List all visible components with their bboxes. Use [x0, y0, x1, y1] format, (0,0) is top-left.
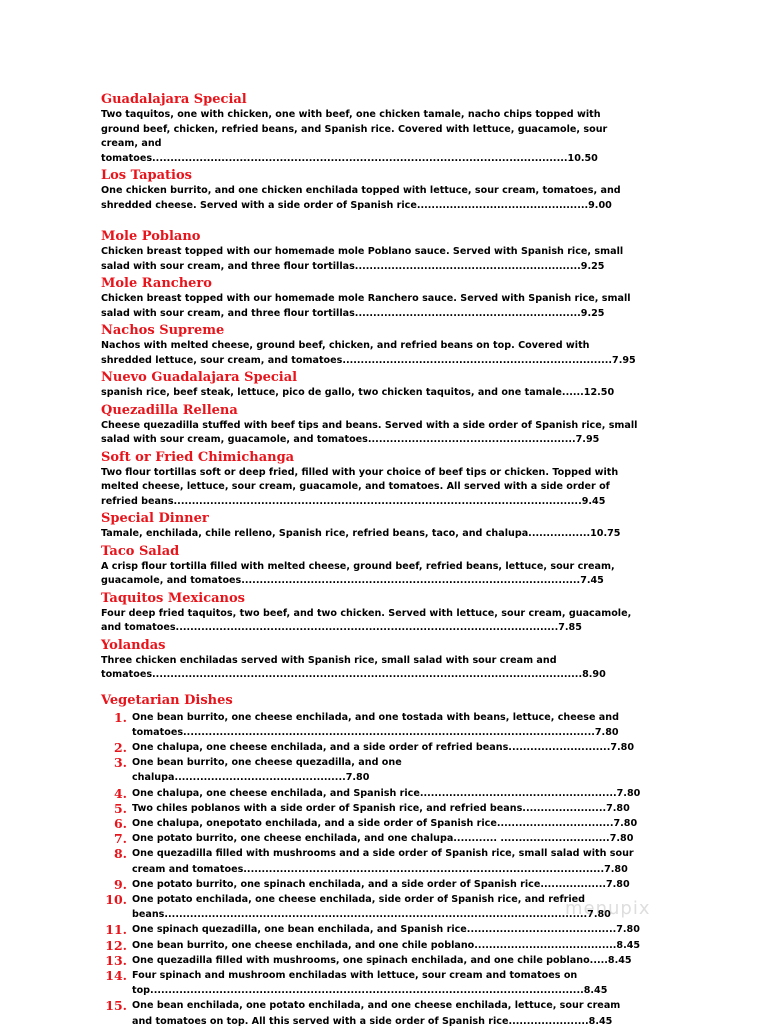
item-number: 10.: [105, 891, 127, 907]
item-description: Chicken breast topped with our homemade mole Poblano sauce. Served with Spanish rice, small salad with sour cream, and three flour tortillas..............................................................9.25: [101, 246, 624, 272]
item-description: Tamale, enchilada, chile relleno, Spanish rice, refried beans, taco, and chalupa.................10.75: [101, 528, 621, 539]
item-description: One quezadilla filled with mushrooms and a side order of Spanish rice, small salad with sour cream and tomatoes...................................................................................................7.80: [132, 848, 634, 875]
item-number: 11.: [105, 922, 127, 938]
item-title: Taquitos Mexicanos: [101, 590, 245, 606]
item-number: 9.: [113, 876, 127, 892]
item-description: One bean burrito, one cheese enchilada, and one tostada with beans, lettuce, cheese and tomatoes.................................................................................................................7.80: [132, 711, 619, 738]
list-item: [101, 938, 641, 953]
menu-item: [101, 370, 641, 401]
item-number: 12.: [105, 937, 127, 953]
menu-item: [101, 276, 641, 321]
item-description: Two chiles poblanos with a side order of Spanish rice, and refried beans.......................7.80: [132, 802, 630, 814]
menu-item: [101, 168, 641, 213]
item-description: One bean burrito, one cheese quezadilla, and one chalupa...............................................7.80: [132, 757, 402, 784]
item-description: A crisp flour tortilla filled with melted cheese, ground beef, refried beans, lettuce, sour cream, guacamole, and tomatoes.............................................................................................7.45: [101, 560, 615, 586]
item-description: One potato burrito, one cheese enchilada, and one chalupa............ ..............................7.80: [132, 833, 634, 845]
item-number: 15.: [105, 998, 127, 1014]
item-description: Chicken breast topped with our homemade mole Ranchero sauce. Served with Spanish rice, small salad with sour cream, and three flour tortillas..............................................................9.25: [101, 293, 631, 319]
item-description: Cheese quezadilla stuffed with beef tips and beans. Served with a side order of Spanish rice, small salad with sour cream, guacamole, and tomatoes.........................................................7.95: [101, 419, 638, 445]
menu-item: [101, 638, 641, 683]
menu-group-2: [101, 229, 641, 683]
item-number: 1.: [113, 709, 127, 725]
list-item: [101, 846, 641, 876]
item-description: One potato burrito, one spinach enchilada, and a side order of Spanish rice..................7.80: [132, 878, 630, 890]
item-description: One bean enchilada, one potato enchilada, and one cheese enchilada, lettuce, sour cream and tomatoes on top. All this served with a side order of Spanish rice......................8.45: [132, 1000, 621, 1027]
vegetarian-section-title: Vegetarian Dishes: [101, 692, 233, 708]
item-description: One chalupa, one cheese enchilada, and a side order of refried beans............................7.80: [132, 741, 635, 753]
item-number: 8.: [113, 846, 127, 862]
item-title: Guadalajara Special: [101, 92, 247, 107]
item-title: Special Dinner: [101, 511, 209, 526]
menu-item: [101, 229, 641, 274]
item-description: One spinach quezadilla, one bean enchilada, and Spanish rice.........................................7.80: [132, 924, 640, 936]
list-item: [101, 755, 641, 785]
item-title: Los Tapatios: [101, 168, 192, 183]
item-title: Yolandas: [101, 637, 166, 653]
list-item: [101, 710, 641, 740]
list-item: [101, 892, 641, 922]
list-item: [101, 831, 641, 846]
item-number: 13.: [105, 952, 127, 968]
item-number: 7.: [113, 831, 127, 847]
item-number: 5.: [113, 800, 127, 816]
item-title: Soft or Fried Chimichanga: [101, 449, 295, 465]
menu-item: [101, 92, 641, 166]
item-description: One chicken burrito, and one chicken enchilada topped with lettuce, sour cream, tomatoes, and shredded cheese. Served with a side order of Spanish rice...............................................9.00: [101, 185, 621, 211]
item-number: 14.: [105, 967, 127, 983]
menu-column: [101, 90, 641, 1029]
section-gap: [101, 213, 641, 227]
menu-item: [101, 450, 641, 510]
item-title: Taco Salad: [101, 543, 180, 559]
menu-item: [101, 511, 641, 542]
item-description: Four deep fried taquitos, two beef, and two chicken. Served with lettuce, sour cream, guacamole, and tomatoes.........................................................................................................7.85: [101, 607, 632, 633]
list-item: [101, 922, 641, 937]
item-description: Nachos with melted cheese, ground beef, chicken, and refried beans on top. Covered with shredded lettuce, sour cream, and tomatoes..........................................................................7.95: [101, 340, 636, 366]
item-description: One potato enchilada, one cheese enchilada, side order of Spanish rice, and refried beans....................................................................................................................7.80: [132, 893, 611, 921]
menu-item: [101, 544, 641, 589]
list-item: [101, 740, 641, 755]
item-description: Two flour tortillas soft or deep fried, filled with your choice of beef tips or chicken. Topped with melted cheese, lettuce, sour cream, guacamole, and tomatoes. All served with a side order of refried beans................................................................................................................9.45: [101, 466, 619, 507]
item-title: Quezadilla Rellena: [101, 402, 238, 418]
list-item: [101, 998, 641, 1028]
list-item: [101, 816, 641, 831]
list-item: [101, 786, 641, 801]
item-description: One bean burrito, one cheese enchilada, and one chile poblano.......................................8.45: [132, 939, 641, 951]
item-description: Two taquitos, one with chicken, one with beef, one chicken tamale, nacho chips topped with ground beef, chicken, refried beans, and Spanish rice. Covered with lettuce, guacamole, sour cream, and tomatoes..................................................................................................................10.50: [101, 109, 608, 164]
list-item: [101, 877, 641, 892]
item-title: Nachos Supreme: [101, 323, 225, 338]
item-description: One quezadilla filled with mushrooms, one spinach enchilada, and one chile poblano.....8.45: [132, 954, 632, 966]
item-description: Three chicken enchiladas served with Spanish rice, small salad with sour cream and tomatoes......................................................................................................................8.90: [101, 654, 606, 680]
item-number: 3.: [113, 755, 127, 771]
list-item: [101, 953, 641, 968]
item-number: 2.: [113, 739, 127, 755]
menu-item: [101, 323, 641, 368]
menu-group-1: [101, 92, 641, 213]
item-title: Mole Poblano: [101, 229, 201, 244]
item-description: One chalupa, onepotato enchilada, and a side order of Spanish rice................................7.80: [132, 817, 638, 829]
item-number: 4.: [113, 785, 127, 801]
item-title: Mole Ranchero: [101, 276, 212, 291]
item-title: Nuevo Guadalajara Special: [101, 370, 298, 385]
list-item: [101, 801, 641, 816]
item-description: One chalupa, one cheese enchilada, and Spanish rice......................................................7.80: [132, 787, 641, 799]
item-description: spanish rice, beef steak, lettuce, pico de gallo, two chicken taquitos, and one tamale......12.50: [101, 387, 615, 398]
item-number: 6.: [113, 815, 127, 831]
vegetarian-list: [101, 710, 641, 1029]
menu-item: [101, 403, 641, 448]
watermark: menupix: [565, 898, 651, 919]
menu-item: [101, 591, 641, 636]
item-description: Four spinach and mushroom enchiladas with lettuce, sour cream and tomatoes on top.......................................................................................................................8.45: [132, 969, 608, 997]
